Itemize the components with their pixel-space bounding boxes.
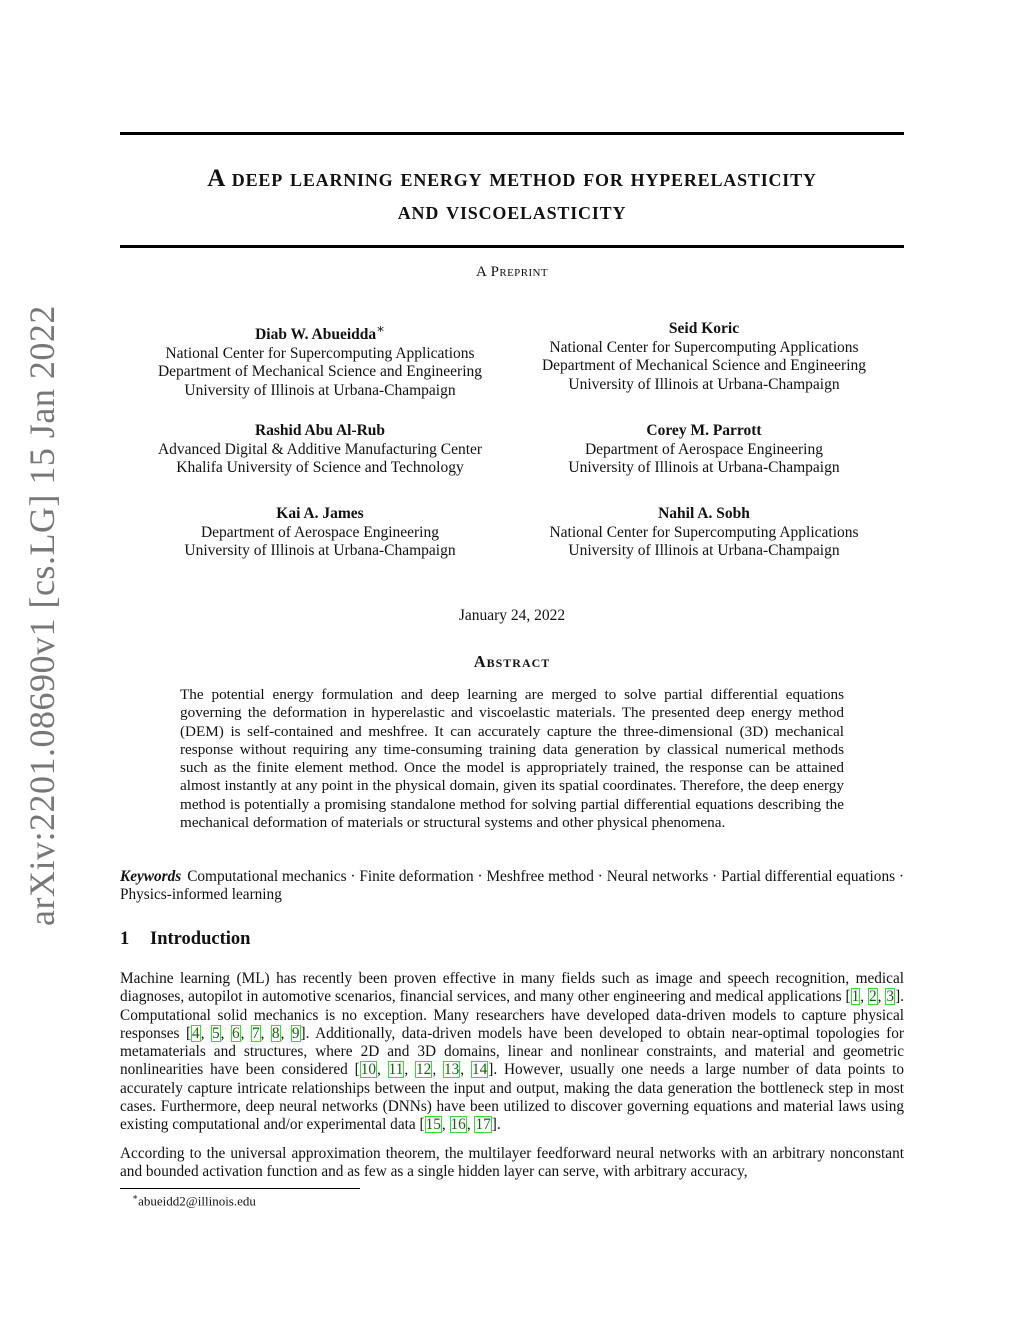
- keywords: [120, 868, 904, 905]
- section-title: Introduction: [150, 929, 251, 949]
- author-affiliation: National Center for Supercomputing Applications: [549, 338, 859, 356]
- author-block: [504, 320, 904, 394]
- keywords-list: Computational mechanics · Finite deformation · Meshfree method · Neural networks · Partial differential equations · Physics-informed learning: [120, 868, 904, 904]
- citation-link[interactable]: 3: [886, 988, 895, 1006]
- intro-text-run: ,: [877, 988, 886, 1006]
- intro-text-run: ]. However, usually one needs a large number of data points to accurately capture intricate relationships between the input and output, making the data generation the bottleneck step in most cases. Furthermore, deep neural networks (DNNs) have been utilized to discover governing equations and material laws using existing computational and/or experimental data [: [120, 1061, 904, 1134]
- author-block: [504, 422, 904, 478]
- citation-link[interactable]: 6: [231, 1024, 240, 1042]
- citation-link[interactable]: 2: [869, 988, 877, 1006]
- citation-link[interactable]: 12: [416, 1061, 432, 1079]
- paper-title-line-1: A deep learning energy method for hyperelasticity: [207, 165, 817, 192]
- footnote-rule: [120, 1188, 360, 1189]
- footnote: [132, 1192, 256, 1209]
- author-block: [504, 505, 904, 561]
- author-affiliation: Department of Mechanical Science and Engineering: [157, 363, 483, 381]
- abstract-heading: Abstract: [473, 652, 551, 671]
- intro-text-run: Machine learning (ML) has recently been proven effective in many fields such as image and speech recognition, medical diagnoses, autopilot in automotive scenarios, financial services, and many other engineering and medical applications [: [120, 970, 904, 1006]
- citation-link[interactable]: 14: [471, 1061, 488, 1079]
- keywords-label: Keywords: [120, 868, 182, 885]
- author-name: Rashid Abu Al-Rub: [254, 422, 386, 439]
- publication-date: January 24, 2022: [458, 607, 566, 624]
- intro-text-run: ,: [466, 1116, 475, 1134]
- title-top-rule: [120, 132, 904, 135]
- intro-text-run: ]. Additionally, data-driven models have been developed to obtain near-optimal topologies for metamaterials and structures, where 2D and 3D domains, linear and nonlinear constraints, and material and geometric nonlinearities have been considered [: [120, 1024, 905, 1079]
- citation-link[interactable]: 4: [192, 1024, 200, 1042]
- intro-text-run: ,: [376, 1061, 388, 1079]
- paper-title-line-2: and viscoelasticity: [397, 198, 627, 225]
- section-heading: [120, 929, 250, 950]
- author-affiliation: University of Illinois at Urbana-Champaign: [184, 542, 456, 559]
- citation-link[interactable]: 5: [212, 1024, 220, 1042]
- intro-text-run: ]. Computational solid mechanics is no exception. Many researchers have developed data-driven models to capture physical responses [: [120, 988, 904, 1042]
- citation-link[interactable]: 9: [291, 1024, 300, 1042]
- intro-text-run: ].: [491, 1116, 501, 1134]
- citation-link[interactable]: 10: [360, 1061, 376, 1079]
- citation-link[interactable]: 1: [851, 988, 860, 1006]
- arxiv-identifier: arXiv:2201.08690v1 [cs.LG] 15 Jan 2022: [22, 305, 62, 926]
- author-name: Seid Koric: [668, 320, 740, 337]
- intro-text-run: ,: [200, 1024, 212, 1042]
- citation-link[interactable]: 16: [450, 1116, 466, 1134]
- author-affiliation: University of Illinois at Urbana-Champaign: [568, 459, 840, 476]
- intro-text-run: ,: [860, 988, 869, 1006]
- citation-link[interactable]: 11: [388, 1061, 404, 1079]
- footnote-email: abueidd2@illinois.edu: [138, 1193, 256, 1209]
- intro-paragraph-2: According to the universal approximation theorem, the multilayer feedforward neural networks with an arbitrary nonconstant and bounded activation function and as few as a single hidden layer can serve, with arbitrary accuracy,: [120, 1145, 904, 1181]
- author-affiliation: Department of Mechanical Science and Engineering: [541, 357, 867, 374]
- footnote-mark: ∗: [132, 1192, 139, 1202]
- title-bottom-rule: [120, 245, 904, 248]
- intro-text-run: ,: [404, 1061, 416, 1079]
- intro-text-run: ,: [460, 1061, 471, 1079]
- intro-text-run: ,: [280, 1024, 291, 1042]
- citation-link[interactable]: 8: [271, 1024, 280, 1042]
- citation-link[interactable]: 17: [475, 1116, 491, 1134]
- intro-text-run: ,: [240, 1024, 251, 1042]
- author-name: Kai A. James: [276, 505, 364, 522]
- author-name: Nahil A. Sobh: [658, 505, 750, 522]
- author-block: [120, 505, 520, 561]
- intro-paragraph-1: [120, 970, 904, 1135]
- author-affiliation: Department of Aerospace Engineering: [200, 523, 439, 541]
- author-affiliation: University of Illinois at Urbana-Champaign: [568, 542, 840, 559]
- author-affiliation: Department of Aerospace Engineering: [584, 440, 823, 458]
- author-name: Corey M. Parrott: [646, 422, 762, 439]
- author-block: [120, 320, 520, 400]
- author-block: [120, 422, 520, 478]
- author-affiliation: National Center for Supercomputing Applications: [549, 523, 859, 541]
- intro-text-run: ,: [220, 1024, 231, 1042]
- abstract-text: The potential energy formulation and deep learning are merged to solve partial differential equations governing the deformation in hyperelastic and viscoelastic materials. The presented deep energy method (DEM) is self-contained and meshfree. It can accurately capture the three-dimensional (3D) mechanical response without requiring any time-consuming training data generation by classical numerical methods such as the finite element method. Once the model is appropriately trained, the response can be attained almost instantly at any point in the physical domain, given its spatial coordinates. Therefore, the deep energy method is potentially a promising standalone method for solving partial differential equations describing the mechanical deformation of materials or structural systems and other physical phenomena.: [180, 686, 844, 832]
- author-affiliation: University of Illinois at Urbana-Champaign: [184, 381, 456, 399]
- citation-link[interactable]: 13: [443, 1061, 460, 1079]
- intro-text-run: ,: [260, 1024, 271, 1042]
- preprint-label: A Preprint: [476, 264, 548, 280]
- section-number: 1: [120, 929, 130, 949]
- intro-text-run: ,: [441, 1116, 450, 1134]
- author-affiliation: National Center for Supercomputing Applications: [165, 344, 475, 362]
- citation-link[interactable]: 15: [425, 1116, 441, 1134]
- author-affiliation: University of Illinois at Urbana-Champaign: [568, 375, 840, 393]
- author-affiliation: Advanced Digital & Additive Manufacturing Center: [157, 440, 483, 458]
- citation-link[interactable]: 7: [251, 1024, 260, 1042]
- author-footnote-mark: ∗: [376, 321, 385, 336]
- intro-text-run: ,: [432, 1061, 443, 1079]
- author-affiliation: Khalifa University of Science and Technology: [176, 459, 464, 476]
- author-name: Diab W. Abueidda: [255, 326, 377, 344]
- paper-title: [120, 162, 904, 228]
